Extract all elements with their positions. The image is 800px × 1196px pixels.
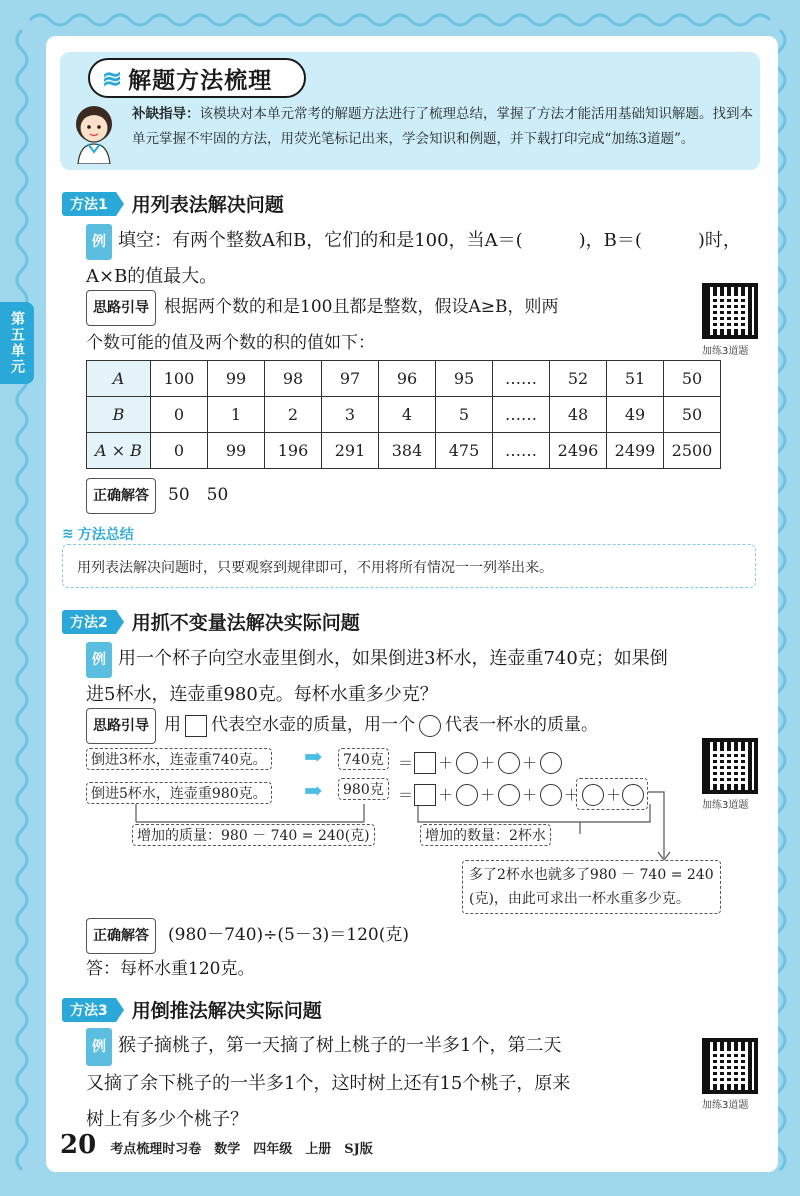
circle-icon [456,784,478,806]
qr-label-2: 加练3道题 [702,800,749,811]
example-badge: 例 [86,642,112,678]
answer-badge: 正确解答 [86,918,156,954]
table-cell: 49 [607,397,664,433]
increase-mass-box: 增加的质量：980 － 740 = 240(克) [132,824,375,846]
answer-text: (980－740)÷(5－3)＝120(克) [168,925,410,945]
table-cell: 291 [322,433,379,469]
plus-sign: ＋ [480,754,496,772]
equals-sign: ＝ [398,786,414,804]
table-cell: A × B [87,433,151,469]
plus-sign: ＋ [606,786,622,804]
circle-icon [622,784,644,806]
method2-final: 答：每杯水重120克。 [86,959,255,979]
table-cell: 4 [379,397,436,433]
question-text-2: )，B＝( [578,230,642,251]
guide-body: 该模块对本单元常考的解题方法进行了梳理总结，掌握了方法才能活用基础知识解题。找到本单元掌握不牢固的方法，用荧光笔标记出来，学会知识和例题，并下载打印完成“加练3道题”。 [132,106,753,147]
table-cell: A [87,361,151,397]
guide-label: 补缺指导： [132,106,200,122]
explanation-box [462,860,721,914]
circle-icon [456,752,478,774]
table-cell: …… [493,433,550,469]
method2-answer [86,918,409,954]
qr-code-3[interactable] [702,1038,758,1094]
arrow-right-icon: ➡ [304,744,323,770]
qr-label-1: 加练3道题 [702,346,749,357]
page-number: 20 [60,1130,97,1160]
method1-name: 用列表法解决问题 [131,194,284,216]
question-text-4: A×B的值最大。 [86,266,218,287]
diagram-val1: 740克 [338,748,389,770]
example-badge: 例 [86,1028,112,1066]
tip-badge: 思路引导 [86,290,156,326]
tip-text-c: 代表一杯水的质量。 [445,715,598,735]
plus-sign: ＋ [480,786,496,804]
question-text-3: 树上有多少个桃子？ [86,1109,248,1130]
tip-text-a: 用 [164,715,181,735]
equals-sign: ＝ [398,754,414,772]
method1-tag: 方法1 [62,192,116,216]
table-cell: 51 [607,361,664,397]
table-cell: …… [493,397,550,433]
question-text-3: )时， [697,230,741,251]
section-title-text: 解题方法梳理 [128,67,273,94]
example-badge: 例 [86,224,112,260]
summary-head-text: 方法总结 [77,527,134,543]
table-cell: B [87,397,151,433]
qr-label-3: 加练3道题 [702,1100,749,1111]
table-cell: 50 [664,397,721,433]
question-text-2: 又摘了余下桃子的一半多1个，这时树上还有15个桃子，原来 [86,1073,571,1094]
table-cell: 96 [379,361,436,397]
table-cell: 99 [208,433,265,469]
table-cell: 1 [208,397,265,433]
wave-icon: ≋ [102,63,123,93]
answer-badge: 正确解答 [86,478,156,514]
table-cell: 99 [208,361,265,397]
circle-icon [540,784,562,806]
question-text-1: 填空：有两个整数A和B，它们的和是100，当A＝( [118,230,523,251]
table-cell: 2496 [550,433,607,469]
table-cell: 5 [436,397,493,433]
circle-icon [498,784,520,806]
tip-text-2: 个数可能的值及两个数的积的值如下： [86,333,375,353]
table-cell: 0 [151,397,208,433]
table-cell: 52 [550,361,607,397]
question-text-1: 用一个杯子向空水壶里倒水，如果倒进3杯水，连壶重740克；如果倒 [118,648,668,669]
wave-icon: ≋ [62,526,74,542]
table-cell: 95 [436,361,493,397]
answer-text: 50 50 [168,485,229,505]
table-cell: 2500 [664,433,721,469]
plus-sign: ＋ [438,754,454,772]
table-cell: 0 [151,433,208,469]
method2-tag: 方法2 [62,610,116,634]
table-cell: 196 [265,433,322,469]
summary-box: 用列表法解决问题时，只要观察到规律即可，不用将所有情况一一列举出来。 [62,544,756,588]
tip-badge: 思路引导 [86,708,156,744]
diagram-row1-text: 倒进3杯水，连壶重740克。 [86,748,272,770]
table-cell: …… [493,361,550,397]
circle-icon [498,752,520,774]
increase-count-box: 增加的数量：2杯水 [420,824,551,846]
method3-question [86,1028,686,1138]
plus-sign: ＋ [522,754,538,772]
tip-text-b: 代表空水壶的质量，用一个 [211,715,415,735]
table-cell: 97 [322,361,379,397]
table-cell: 100 [151,361,208,397]
table-cell: 48 [550,397,607,433]
square-icon [414,752,436,774]
diagram-row2-text: 倒进5杯水，连壶重980克。 [86,782,272,804]
arrow-right-icon: ➡ [304,778,323,804]
method3-header [62,996,322,1023]
footer-text: 考点梳理时习卷 数学 四年级 上册 SJ版 [110,1142,373,1157]
table-cell: 3 [322,397,379,433]
method2-name: 用抓不变量法解决实际问题 [131,612,360,634]
page-footer [60,1130,373,1160]
method3-name: 用倒推法解决实际问题 [131,1000,322,1022]
table-cell: 2499 [607,433,664,469]
diagram-val2: 980克 [338,778,389,800]
table-cell: 384 [379,433,436,469]
plus-sign: ＋ [438,786,454,804]
circle-icon [540,752,562,774]
circle-icon [582,784,604,806]
plus-sign: ＋ [564,786,580,804]
plus-sign: ＋ [522,786,538,804]
question-text-1: 猴子摘桃子，第一天摘了树上桃子的一半多1个，第二天 [118,1035,562,1056]
table-cell: 50 [664,361,721,397]
question-text-2: 进5杯水，连壶重980克。每杯水重多少克？ [86,684,438,705]
table-cell: 475 [436,433,493,469]
table-cell: 98 [265,361,322,397]
unit-side-tab: 第五单元 [0,302,34,384]
table-cell: 2 [265,397,322,433]
square-icon [414,784,436,806]
note-line-2: (克)，由此可求出一杯水重多少克。 [469,891,690,907]
tip-text-1: 根据两个数的和是100且都是整数，假设A≥B，则两 [164,297,559,317]
note-line-1: 多了2杯水也就多了980 － 740 = 240 [469,867,714,883]
method3-tag: 方法3 [62,998,116,1022]
